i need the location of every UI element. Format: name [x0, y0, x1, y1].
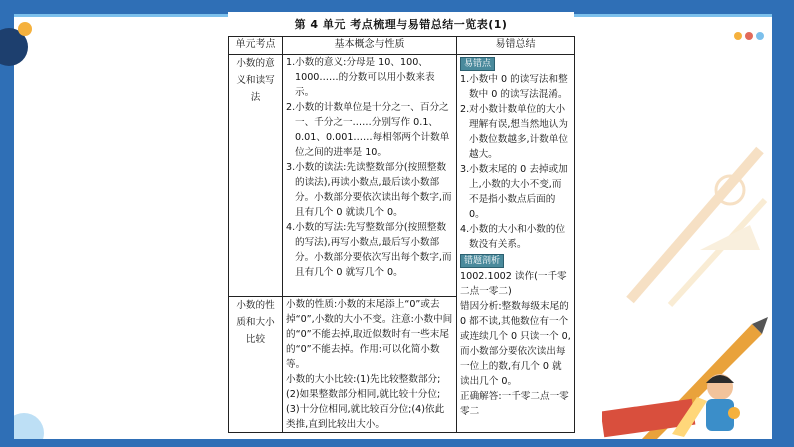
summary-table [228, 36, 575, 433]
case-analysis-tag: 错题剖析 [460, 254, 504, 268]
dots-decoration [732, 26, 766, 46]
slide-left-bar [0, 0, 14, 447]
student-illustration [602, 309, 772, 439]
concepts-cell [283, 55, 457, 297]
unit-cell: 小数的意义和读写法 [229, 55, 283, 297]
errors-cell [457, 55, 575, 433]
table-row [229, 55, 575, 297]
stationery-decoration [610, 130, 770, 310]
concept-item: 小数的性质:小数的末尾添上“0”或去掉“0”,小数的大小不变。注意:小数中间的“0”不能去掉,取近似数时有一些末尾的“0”不能去掉。作用:可以化简小数等。 [286, 299, 453, 370]
error-point: 1.小数中 0 的读写法和整数中 0 的读写法混淆。 [460, 74, 568, 100]
document-title: 第 4 单元 考点梳理与易错总结一览表(1) [294, 18, 508, 31]
header-errors: 易错总结 [457, 37, 575, 55]
header-unit: 单元考点 [229, 37, 283, 55]
error-point: 2.对小数计数单位的大小理解有误,想当然地认为小数位数越多,计数单位越大。 [460, 104, 568, 160]
unit-cell: 小数的性质和大小比较 [229, 297, 283, 433]
case-analysis: 错因分析:整数每级末尾的 0 都不读,其他数位有一个或连续几个 0 只读一个 0,而小数部分要依次读出每一位上的数,有几个 0 就读出几个 0。 [460, 301, 571, 387]
bottom-left-decoration [14, 379, 134, 439]
slide-bottom-bar [0, 439, 794, 447]
error-point: 4.小数的大小和小数的位数没有关系。 [460, 224, 566, 250]
concept-item: 1.小数的意义:分母是 10、100、1000……的分数可以用小数来表示。 [286, 57, 435, 98]
concept-item: 小数的大小比较:(1)先比较整数部分;(2)如果整数部分相同,就比较十分位;(3)十分位相同,就比较百分位;(4)依此类推,直到比较出大小。 [286, 374, 445, 430]
slide-right-bar [772, 0, 794, 447]
case-question: 1002.1002 读作(一千零二点一零二) [460, 271, 567, 297]
concept-item: 3.小数的读法:先读整数部分(按照整数的读法),再读小数点,最后读小数部分。小数部分要依次读出每个数字,而且有几个 0 就读几个 0。 [286, 162, 452, 218]
header-concepts: 基本概念与性质 [283, 37, 457, 55]
error-points-tag: 易错点 [460, 57, 495, 71]
case-answer: 正确解答:一千零二点一零零二 [460, 391, 569, 417]
corner-dot-decoration [18, 22, 32, 36]
error-point: 3.小数末尾的 0 去掉或加上,小数的大小不变,而不是指小数点后面的 0。 [460, 164, 568, 220]
concept-item: 2.小数的计数单位是十分之一、百分之一、千分之一……分别写作 0.1、0.01、0.001……每相邻两个计数单位之间的进率是 10。 [286, 102, 450, 158]
summary-document [228, 12, 574, 437]
concept-item: 4.小数的写法:先写整数部分(按照整数的写法),再写小数点,最后写小数部分。小数部分要依次写出每个数字,而且有几个 0 就写几个 0。 [286, 222, 452, 278]
table-header-row [229, 37, 575, 55]
concepts-cell [283, 297, 457, 433]
